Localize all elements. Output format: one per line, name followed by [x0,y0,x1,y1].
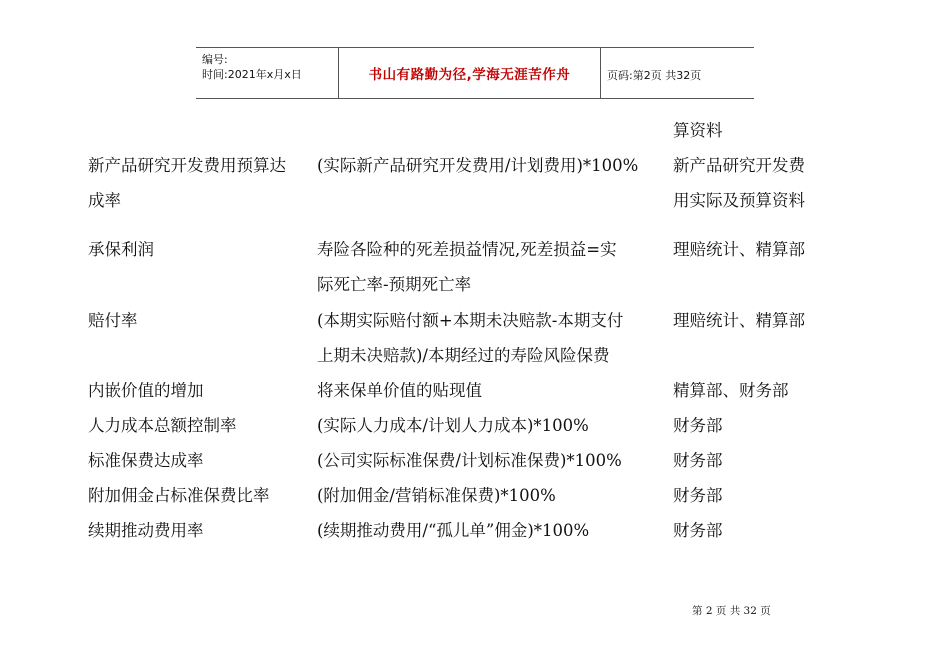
indicator-text: 标准保费达成率 [88,451,204,470]
formula-text: 际死亡率-预期死亡率 [317,275,472,294]
source-text: 新产品研究开发费 [673,156,805,175]
source-text: 财务部 [673,416,723,435]
formula-text: (公司实际标准保费/计划标准保费)*100% [317,451,622,470]
source-text: 精算部、财务部 [673,381,789,400]
header-page-cell [601,48,754,98]
header-page-number: 页码:第2页 共32页 [607,69,702,82]
indicator-text: 承保利润 [88,240,154,259]
indicator-text: 附加佣金占标准保费比率 [88,486,270,505]
source-text: 理赔统计、精算部 [673,240,805,259]
header-info-cell [196,48,339,98]
indicator-text: 成率 [88,191,121,210]
formula-text: (本期实际赔付额+本期未决赔款-本期支付 [317,311,624,330]
doc-time-label: 时间:2021年x月x日 [202,68,302,81]
indicator-text: 新产品研究开发费用预算达 [88,156,286,175]
carry-over-source: 算资料 [673,121,723,140]
formula-text: 上期未决赔款)/本期经过的寿险风险保费 [317,346,610,365]
formula-text: (附加佣金/营销标准保费)*100% [317,486,556,505]
indicator-text: 人力成本总额控制率 [88,416,237,435]
page-header [196,47,754,99]
indicator-text: 内嵌价值的增加 [88,381,204,400]
source-text: 用实际及预算资料 [673,191,805,210]
source-text: 财务部 [673,486,723,505]
indicator-text: 续期推动费用率 [88,521,204,540]
formula-text: 寿险各险种的死差损益情况,死差损益=实 [317,240,617,259]
formula-text: (实际新产品研究开发费用/计划费用)*100% [317,156,639,175]
indicator-text: 赔付率 [88,311,138,330]
page-footer: 第 2 页 共 32 页 [692,605,771,617]
formula-text: (实际人力成本/计划人力成本)*100% [317,416,589,435]
header-motto-cell [339,48,601,98]
source-text: 理赔统计、精算部 [673,311,805,330]
formula-text: 将来保单价值的贴现值 [317,381,482,400]
formula-text: (续期推动费用/“孤儿单”佣金)*100% [317,521,590,540]
header-motto: 书山有路勤为径,学海无涯苦作舟 [368,67,571,83]
doc-number-label: 编号: [202,53,228,66]
source-text: 财务部 [673,521,723,540]
source-text: 财务部 [673,451,723,470]
